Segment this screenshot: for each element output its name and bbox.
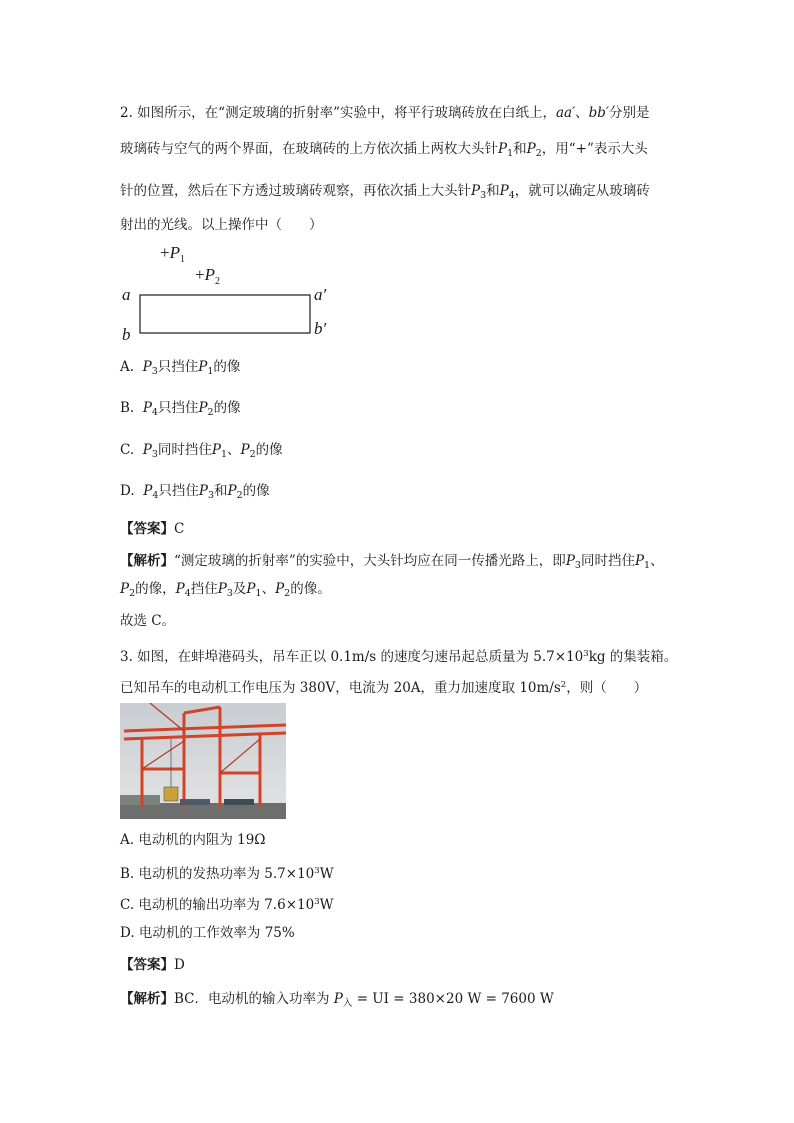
label-b-prime: b′ — [314, 319, 327, 338]
pin-p: P — [142, 442, 152, 458]
pin-p: P — [227, 483, 237, 499]
pin-p: P — [198, 359, 208, 375]
pin-sub: 2 — [535, 148, 542, 159]
q2-text: 和 — [513, 141, 527, 157]
q2-text: 射出的光线。以上操作中（ ） — [120, 217, 323, 233]
q2-text: 和 — [486, 183, 500, 199]
analysis-text: 及 — [232, 581, 247, 597]
option-text: W — [319, 866, 334, 882]
q2-analysis-line-1 — [120, 552, 664, 575]
q3-option-d — [120, 924, 295, 942]
label-a: a — [122, 285, 131, 304]
option-text: 的像 — [242, 483, 270, 499]
q2-option-a — [120, 358, 240, 381]
option-text: W — [319, 897, 334, 913]
analysis-text: 挡住 — [190, 581, 218, 597]
q2-text: 玻璃砖与空气的两个界面，在玻璃砖的上方依次插上两枚大头针 — [120, 141, 498, 157]
pin-p: P — [217, 581, 227, 597]
separator: 、 — [261, 581, 276, 597]
pin-sub: 3 — [207, 490, 215, 501]
option-letter: B. — [120, 400, 135, 416]
pin-sub: 2 — [207, 407, 214, 418]
analysis-label: 【解析】 — [120, 991, 174, 1007]
analysis-text: “测定玻璃的折射率”的实验中，大头针均应在同一传播光路上，即 — [174, 553, 566, 569]
separator: 、 — [650, 553, 664, 569]
pin-p: P — [634, 553, 645, 569]
exponent: 2 — [560, 680, 567, 690]
q2-option-b — [120, 399, 241, 422]
glass-block-diagram — [118, 240, 348, 350]
answer-value: C — [174, 521, 185, 537]
q2-text: 针的位置，然后在下方透过玻璃砖观察，再依次插上大头针 — [120, 183, 471, 199]
power-formula: = UI = 380×20 W = 7600 W — [352, 991, 554, 1007]
pin-p: P — [198, 400, 208, 416]
q3-answer — [120, 956, 185, 974]
option-text: D. 电动机的工作效率为 75% — [120, 925, 295, 941]
q2-option-c — [120, 441, 283, 464]
option-text: 只挡住 — [157, 359, 199, 375]
pin-sub: 2 — [284, 588, 291, 599]
pin-p: P — [275, 581, 285, 597]
answer-label: 【答案】 — [120, 957, 174, 973]
pin-p: P — [211, 442, 221, 458]
q3-option-b — [120, 862, 334, 883]
analysis-text: 的像。 — [290, 581, 331, 597]
option-letter: C. — [120, 442, 135, 458]
pin-sub: 3 — [574, 560, 581, 571]
pin-sub: 2 — [249, 449, 256, 460]
option-text: 同时挡住 — [157, 442, 212, 458]
q2-text: ，就可以确定从玻璃砖 — [514, 183, 650, 199]
answer-label: 【答案】 — [120, 521, 174, 537]
interface-bb: bb′ — [588, 105, 610, 121]
pin-sub: 3 — [151, 449, 158, 460]
pin-sub: 1 — [207, 366, 214, 377]
pin-p: P — [198, 483, 208, 499]
pin-p: P — [246, 581, 256, 597]
option-letter: A. — [120, 359, 135, 375]
option-text: 的像 — [255, 442, 283, 458]
analysis-text: 同时挡住 — [580, 553, 635, 569]
pin-p: P — [142, 359, 152, 375]
exponent: 3 — [314, 866, 320, 876]
label-a-prime: a′ — [314, 285, 327, 304]
q2-stem-line-4 — [120, 216, 323, 234]
pin-p: P — [498, 141, 508, 157]
analysis-text: 的像， — [135, 581, 176, 597]
q2-option-d — [120, 482, 270, 505]
interface-aa: aa′ — [555, 105, 576, 121]
q3-stem-line-2 — [120, 676, 647, 697]
pin-sub: 4 — [508, 190, 515, 201]
q2-analysis-line-2 — [120, 580, 331, 603]
q3-text: 3. 如图，在蚌埠港码头，吊车正以 0.1m/s 的速度匀速吊起总质量为 5.7×10 — [120, 649, 584, 665]
pin-p: P — [120, 581, 130, 597]
q2-stem-line-1 — [120, 104, 650, 122]
analysis-label: 【解析】 — [120, 553, 174, 569]
q2-answer — [120, 520, 184, 538]
pin-sub: 1 — [220, 449, 228, 460]
option-text: B. 电动机的发热功率为 5.7×10 — [120, 866, 315, 882]
q3-text: 已知吊车的电动机工作电压为 380V，电流为 20A，重力加速度取 10m/s — [120, 680, 561, 696]
pin-p: P — [143, 483, 153, 499]
q3-text: kg 的集装箱。 — [588, 649, 678, 665]
pin-sub: 4 — [152, 490, 159, 501]
q2-conclusion — [120, 612, 175, 630]
option-text: C. 电动机的输出功率为 7.6×10 — [120, 897, 315, 913]
answer-value: D — [174, 957, 185, 973]
pin-p: P — [240, 442, 250, 458]
pin-sub: 3 — [226, 588, 233, 599]
pin-sub: 1 — [644, 560, 651, 571]
pin-p: P — [142, 400, 152, 416]
option-text: 的像 — [213, 400, 241, 416]
separator: 、 — [227, 442, 241, 458]
pin-p1-label: $+P_1$ — [160, 243, 185, 265]
exponent: 3 — [583, 649, 589, 659]
exponent: 3 — [314, 897, 320, 907]
pin-sub: 1 — [255, 588, 262, 599]
pin-sub: 2 — [236, 490, 243, 501]
option-text: 只挡住 — [158, 483, 199, 499]
separator: 、 — [575, 105, 589, 121]
option-text: 和 — [214, 483, 228, 499]
pin-sub: 3 — [480, 190, 487, 201]
power-sub: 入 — [342, 998, 353, 1009]
q2-text: 2. 如图所示，在“测定玻璃的折射率”实验中，将平行玻璃砖放在白纸上， — [120, 105, 556, 121]
pin-sub: 2 — [129, 588, 136, 599]
q3-stem-line-1 — [120, 645, 677, 666]
q2-text: ，用“+”表示大头 — [541, 141, 648, 157]
pin-p: P — [565, 553, 575, 569]
pin-p: P — [499, 183, 509, 199]
glass-block-rect — [140, 295, 310, 333]
pin-p: P — [526, 141, 536, 157]
option-letter: D. — [120, 483, 135, 499]
option-text: 的像 — [213, 359, 241, 375]
pin-sub: 1 — [507, 148, 514, 159]
pin-p2-label: $+P_2$ — [195, 265, 220, 287]
option-text: A. 电动机的内阻为 19Ω — [120, 832, 266, 848]
pin-p: P — [175, 581, 185, 597]
pin-p: P — [471, 183, 481, 199]
pin-sub: 4 — [184, 588, 191, 599]
q3-analysis — [120, 990, 554, 1013]
q3-text: ，则（ ） — [566, 680, 648, 696]
analysis-text: BC．电动机的输入功率为 — [174, 991, 334, 1007]
conclusion-text: 故选 C。 — [120, 613, 176, 629]
q2-text: 分别是 — [609, 105, 650, 121]
pin-sub: 4 — [151, 407, 158, 418]
q3-option-a — [120, 831, 266, 849]
option-text: 只挡住 — [157, 400, 199, 416]
label-b: b — [122, 325, 131, 344]
q3-option-c — [120, 893, 334, 914]
q2-stem-line-2 — [120, 140, 648, 163]
pin-sub: 3 — [151, 366, 158, 377]
power-symbol: P — [333, 991, 343, 1007]
q2-stem-line-3 — [120, 182, 650, 205]
harbor-crane-photo — [120, 703, 286, 819]
